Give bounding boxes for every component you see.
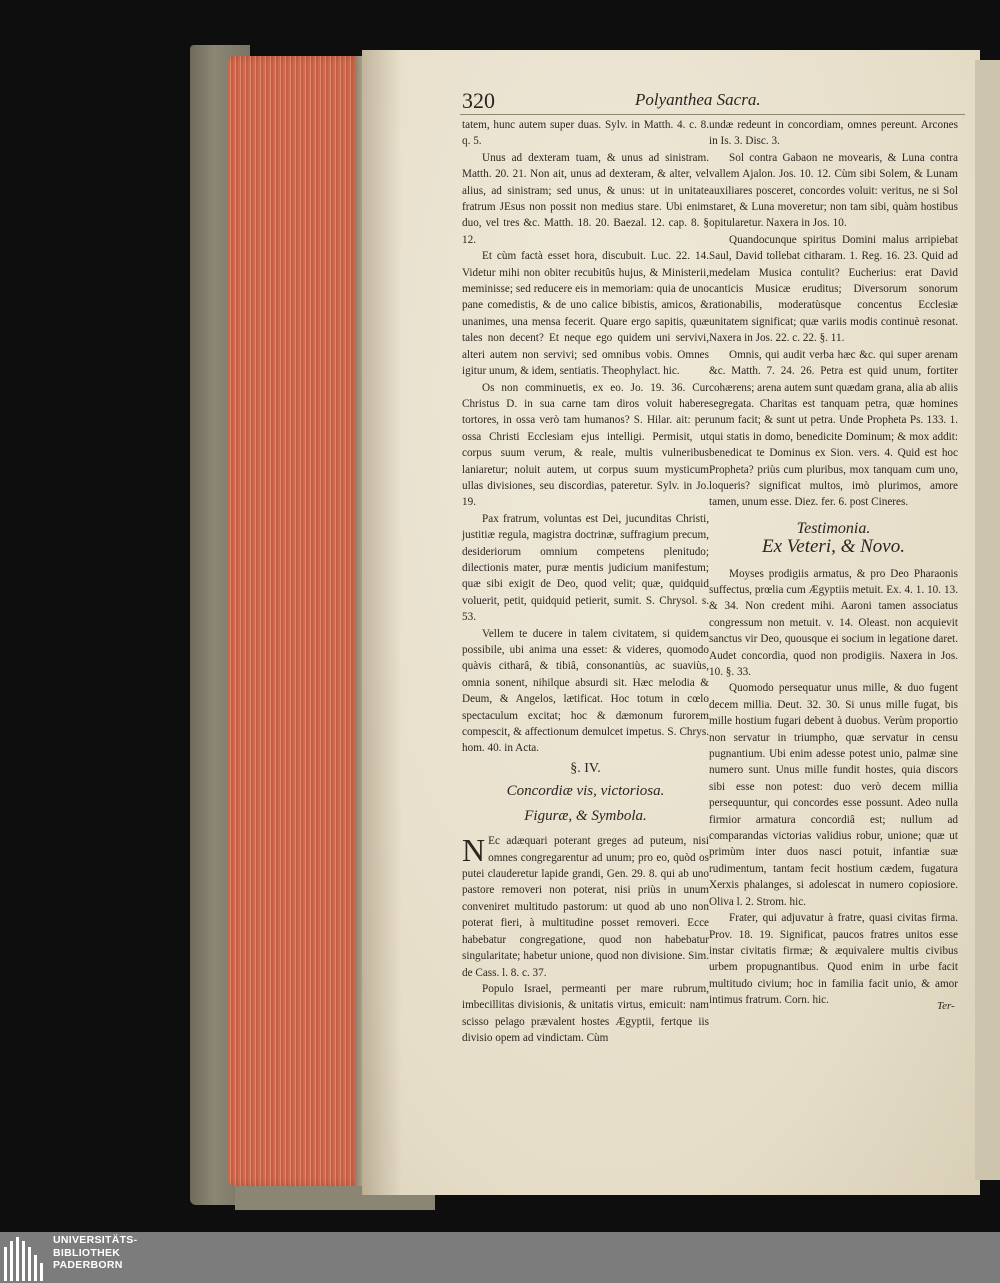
right-paragraph: Quomodo persequatur unus mille, & duo fugent decem millia. Deut. 32. 30. Si unus mille fugat, bis mille hostium fugari debent à duobus. Verùm proportio non servatur in triumpho, quæ servatur in censu pugnantium. Ubi enim adesse potest unio, palmæ sine numero sunt. Unus mille fundit hostes, quia discors sibi esse non potest: duo verò decem millia persequuntur, qui concordes esse possunt. Adeo nulla firmior armatura concordiâ est; nullum ad comparandas victorias validius robur, unione; quæ ut primùm inter duos nasci potuit, infantiæ suæ rudimentum, tantam fecit hostium cædem, fugatura Xerxis phalanges, si adolescat in numero copiosiore. Oliva l. 2. Strom. hic.: [709, 682, 958, 908]
right-paragraph: undæ redeunt in concordiam, omnes pereunt. Arcones in Is. 3. Disc. 3.: [709, 119, 958, 148]
dropcap-paragraph-text: Ec adæquari poterant greges ad puteum, nisi omnes congregarentur ad unum; pro eo, quòd os putei clauderetur lapide grandi, Gen. 29. 8. qui ab uno pastore removeri non poterat, nisi priùs in unum conveniret multitudo pastorum: ut quod ab uno non poterat fieri, à multitudine posset removeri. Ecce habebatur congregatione, quod non habebatur singularitate; habetur unione, quod non divisione. Sim. de Cass. l. 8. c. 37.: [462, 835, 709, 979]
running-head: Polyanthea Sacra.: [635, 90, 761, 109]
left-paragraph: Vellem te ducere in talem civitatem, si quidem possibile, ubi anima una esset: & videres, quomodo quàvis citharâ, & tibiâ, consonantiùs, ac suaviùs, omnia sonent, nihilque absurdi sit. Hæc melodia & Deum, & Angelos, lætificat. Hoc totum in cœlo spectaculum excitat; hoc & dæmonum furorem compescit, & affectionum demulcet impetus. S. Chrys. hom. 40. in Acta.: [462, 627, 709, 755]
left-column: [462, 117, 709, 1047]
page-number: 320: [462, 88, 495, 113]
dropcap-paragraph: [462, 833, 709, 981]
section-number: §. IV.: [570, 760, 601, 776]
testimonia-subtitle: Ex Veteri, & Novo.: [762, 536, 905, 558]
left-paragraph: Populo Israel, permeanti per mare rubrum, imbecillitas divisionis, & unitatis virtus, emicuit: nam scisso pelago prævalent hostes Ægyptii, fertque iis divisio opem ad vindictam. Cùm: [462, 982, 709, 1045]
right-paragraph: Omnis, qui audit verba hæc &c. qui super arenam &c. Matth. 7. 24. 26. Petra est quid unum, fortiter cohærens; arena autem sunt quædam grana, alia ab aliis segregata. Charitas est tanquam petra, quæ homines unum facit; & sunt ut petra. Unde Propheta Ps. 133. 1. qui statis in domo, benedicite Dominum; & mox addit: benedicat te Dominus ex Sion. vers. 4. Quid est hoc Propheta? priùs cum pluribus, mox tanquam cum uno, loqueris? significat multos, imò plurimos, amore tamen, unum esse. Diez. fer. 6. post Cineres.: [709, 348, 958, 509]
left-paragraph: Pax fratrum, voluntas est Dei, jucunditas Christi, justitiæ regula, magistra doctrinæ, suffragium precum, desideriorum omnium competens plenitudo; dilectionis mater, puræ mentis judicium manifestum; quæ sibi exigit de Deo, quod velit; quæ, quidquid voluerit, petit, quidquid petierit, sumit. S. Chrysol. s. 53.: [462, 512, 709, 624]
header-rule: [460, 114, 965, 115]
left-paragraph: tatem, hunc autem super duas. Sylv. in Matth. 4. c. 8. q. 5.: [462, 119, 709, 148]
page-gutter-shadow: [362, 50, 402, 1195]
section-title: Concordiæ vis, victoriosa.: [506, 783, 665, 800]
right-paragraph: Moyses prodigiis armatus, & pro Deo Pharaonis suffectus, prœlia cum Ægyptiis metuit. Ex. 4. 1. 10. 13. & 34. Non credent mihi. Aaroni tamen associatus congressum non metuit. v. 14. Oleast. non acquievit sanctus vir Deo, quousque ei socium in legatione daret. Audet concordia, quod non prodigiis. Naxera in Jos. 10. §. 33.: [709, 567, 958, 678]
left-paragraph: Unus ad dexteram tuam, & unus ad sinistram. Matth. 20. 21. Non ait, unus ad dexteram, & alter, vel alius, ad sinistram; sed unus, & unus: ut in unitate fratrum JEsus non possit non medius stare. Ubi enim duo, vel tres &c. Matth. 18. 20. Baezal. 12. cap. 8. § 12.: [462, 151, 709, 246]
right-paragraph: Quandocunque spiritus Domini malus arripiebat Saul, David tollebat citharam. 1. Reg. 16. 23. Quid ad medelam Musica contulit? Eucherius: erat David canticis Musicæ eruditus; Diversorum sonorum rationabilis, moderatùsque concentus Ecclesiæ unitatem significat; quæ variis modis continuè resonat. Naxera in Jos. 22. c. 22. §. 11.: [709, 233, 958, 345]
dropcap-letter: N: [462, 832, 486, 869]
library-name-line: BIBLIOTHEK: [53, 1246, 121, 1259]
left-paragraph: Os non comminuetis, ex eo. Jo. 19. 36. Cur Christus D. in sua carne tam diros voluit habere tortores, in ossa verò tam humanos? S. Hilar. ait: per ossa Christi Ecclesiam ejus intelligi. Permisit, ut corpus suum verum, & reale, multis vulneribus laniaretur; noluit autem, ut corpus suum mysticum ullas divisiones, seu discordias, pateretur. Sylv. in Jo. 19.: [462, 381, 709, 509]
library-logo-icon: [0, 1236, 46, 1281]
left-paragraph: Et cùm factà esset hora, discubuit. Luc. 22. 14. Videtur mihi non obiter recubitûs hujus, & Ministerii, meminisse; sed reducere eis in memoriam: quia de uno pane comedistis, & de uno calice bibistis, amicos, & unanimes, una mensa fecerit. Quare ergo sapitis, quæ tales non decent? Et neque ego quidem uni servivi, alteri autem non servivi; sed omnibus vobis. Omnes igitur unum, & idem, sentiatis. Theophylact. hic.: [462, 250, 709, 378]
catchword: Ter-: [937, 1000, 955, 1012]
right-paragraph: Sol contra Gabaon ne movearis, & Luna contra vallem Ajalon. Jos. 10. 12. Cùm sibi Solem, & Lunam auxiliares posceret, concordes voluit: veritus, ne si Sol staret, & Luna moveretur; non tam sibi, quàm hostibus opitularetur. Naxera in Jos. 10.: [709, 151, 958, 230]
library-name: [53, 1234, 137, 1272]
testimonia-title: Testimonia.: [796, 519, 871, 537]
section-subtitle: Figuræ, & Symbola.: [524, 808, 647, 825]
right-column: [709, 117, 958, 1009]
next-page-edge: [975, 60, 1000, 1180]
library-name-line: PADERBORN: [53, 1259, 123, 1271]
library-name-line: UNIVERSITÄTS-: [53, 1234, 138, 1246]
library-footer: [0, 1232, 1000, 1283]
right-paragraph: Frater, qui adjuvatur à fratre, quasi civitas firma. Prov. 18. 19. Significat, paucos fratres unitos esse instar civitatis firmæ; & æquivalere multis civibus urbem propugnantibus. Quod enim in urbe facit multitudo civium; hoc in familia facit unio, & amor intimus fratrum. Corn. hic.: [709, 912, 958, 1007]
page-fore-edge: [228, 56, 363, 1186]
